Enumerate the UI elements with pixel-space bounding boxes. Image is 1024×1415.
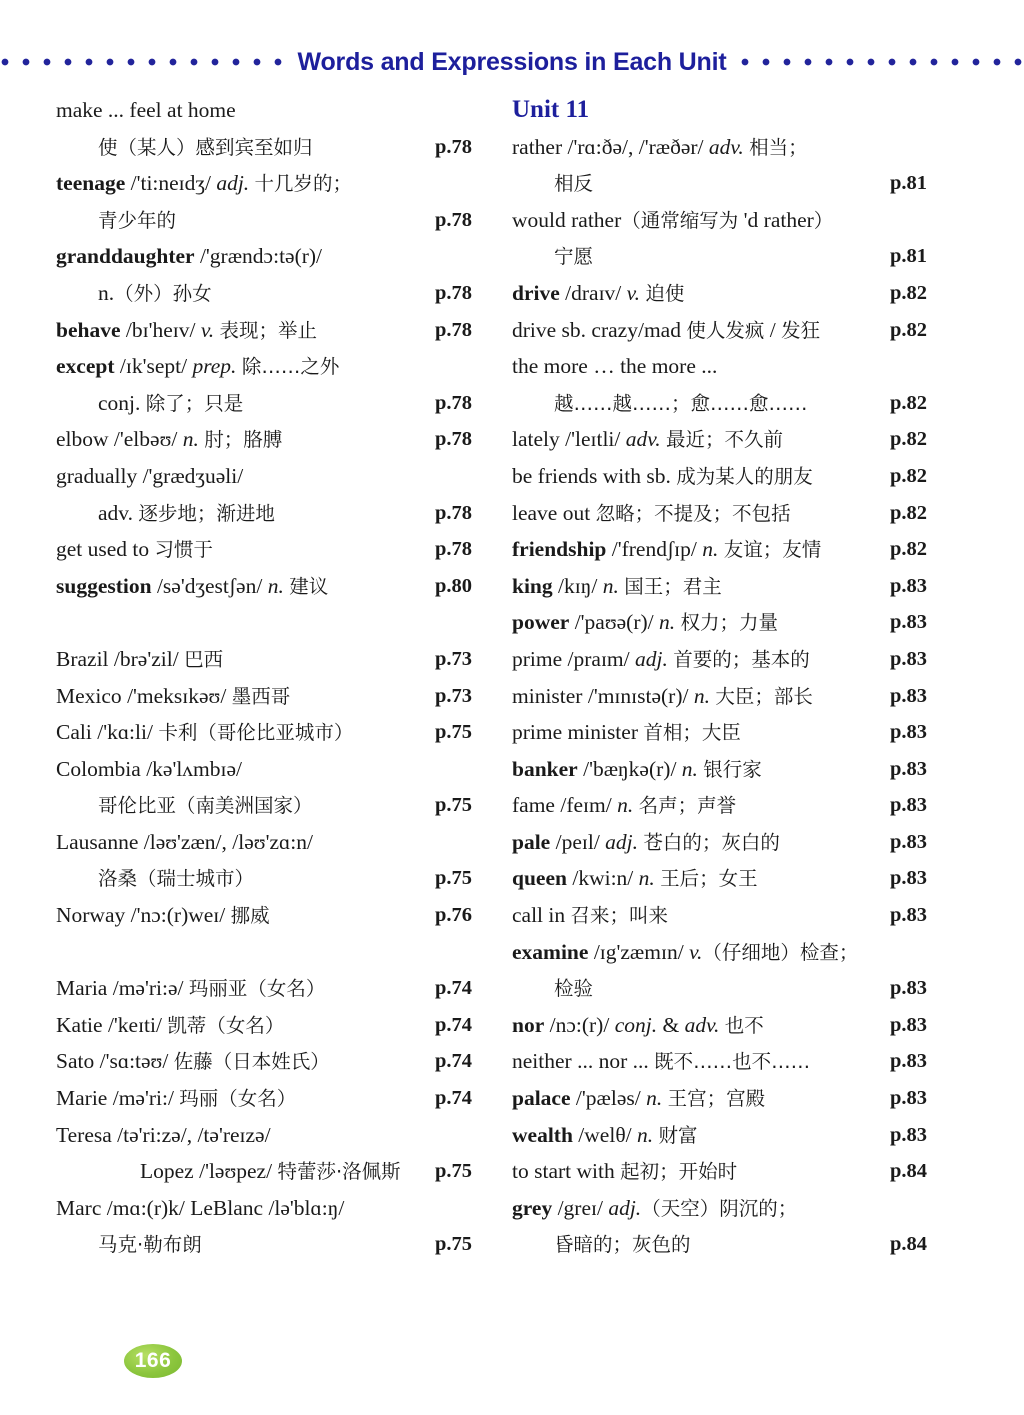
entry-page-ref: p.83 xyxy=(890,1050,928,1073)
entry-page-ref: p.83 xyxy=(890,684,928,707)
entry-text: rather /'rɑ:ðə/, /'ræðər/ adv. 相当； xyxy=(512,134,808,159)
entry-text: palace /'pæləs/ n. 王宫；宫殿 xyxy=(512,1086,766,1111)
word-entry xyxy=(512,1190,952,1227)
entry-page-ref: p.83 xyxy=(890,904,928,927)
entry-page-ref: p.83 xyxy=(890,611,928,634)
entry-text: get used to 习惯于 xyxy=(56,537,214,562)
entry-text: Colombia /kə'lʌmbɪə/ xyxy=(56,756,243,781)
page-header xyxy=(0,44,1024,80)
left-column xyxy=(56,92,486,1263)
entry-text: drive sb. crazy/mad 使人发疯 / 发狂 xyxy=(512,317,821,342)
entry-text: granddaughter /'grændɔ:tə(r)/ xyxy=(56,244,323,269)
word-entry xyxy=(512,1080,952,1117)
entry-text: would rather（通常缩写为 'd rather） xyxy=(512,207,834,232)
entry-text: conj. 除了；只是 xyxy=(98,390,244,415)
entry-page-ref: p.83 xyxy=(890,830,928,853)
entry-text: prime /praɪm/ adj. 首要的；基本的 xyxy=(512,646,810,671)
word-entry xyxy=(512,202,952,239)
entry-page-ref: p.83 xyxy=(890,647,928,670)
entry-page-ref: p.74 xyxy=(435,1013,473,1036)
entry-text: nor /nɔ:(r)/ conj. & adv. 也不 xyxy=(512,1012,764,1037)
word-entry xyxy=(512,970,952,1007)
word-entry xyxy=(512,238,952,275)
word-entry xyxy=(56,165,486,202)
entry-text: 使（某人）感到宾至如归 xyxy=(98,135,313,159)
entry-page-ref: p.76 xyxy=(435,904,473,927)
word-entry xyxy=(56,312,486,349)
entry-text: n.（外）孙女 xyxy=(98,280,212,305)
word-entry xyxy=(512,604,952,641)
entry-text: 洛桑（瑞士城市） xyxy=(98,867,255,891)
entry-page-ref: p.75 xyxy=(435,794,473,817)
dot-leader-icon-left xyxy=(0,57,284,67)
entry-text: lately /'leɪtli/ adv. 最近；不久前 xyxy=(512,427,783,452)
entry-text: the more … the more ... xyxy=(512,354,718,379)
entry-text: prime minister 首相；大臣 xyxy=(512,720,741,745)
entry-text: teenage /'ti:neɪdʒ/ adj. 十几岁的； xyxy=(56,171,353,196)
page-number-badge xyxy=(124,1344,182,1378)
word-entry xyxy=(56,1043,486,1080)
entry-text: 马克·勒布朗 xyxy=(98,1233,202,1257)
word-entry xyxy=(512,421,952,458)
word-entry xyxy=(512,641,952,678)
word-entry xyxy=(512,1007,952,1044)
word-entry xyxy=(56,1080,486,1117)
entry-text: Marie /mə'ri:/ 玛丽（女名） xyxy=(56,1086,297,1111)
entry-text: Lopez /'ləʊpez/ 特蕾莎·洛佩斯 xyxy=(140,1159,401,1184)
entry-text: fame /feɪm/ n. 名声；声誉 xyxy=(512,793,737,818)
word-entry xyxy=(56,238,486,275)
entry-page-ref: p.74 xyxy=(435,977,473,1000)
word-entry xyxy=(512,787,952,824)
entry-page-ref: p.83 xyxy=(890,1123,928,1146)
word-entry xyxy=(56,1190,486,1227)
spacer-line xyxy=(56,604,486,641)
entry-page-ref: p.82 xyxy=(890,538,928,561)
entry-text: friendship /'frendʃɪp/ n. 友谊；友情 xyxy=(512,537,822,562)
entry-text: minister /'mɪnɪstə(r)/ n. 大臣；部长 xyxy=(512,683,813,708)
entry-text: pale /peɪl/ adj. 苍白的；灰白的 xyxy=(512,829,780,854)
spacer-line xyxy=(56,934,486,971)
entry-text: be friends with sb. 成为某人的朋友 xyxy=(512,463,813,488)
word-entry xyxy=(512,495,952,532)
word-entry xyxy=(512,312,952,349)
entry-text: make ... feel at home xyxy=(56,98,236,122)
word-entry xyxy=(56,714,486,751)
entry-text: Brazil /brə'zil/ 巴西 xyxy=(56,646,224,671)
word-entry xyxy=(512,385,952,422)
entry-page-ref: p.83 xyxy=(890,1087,928,1110)
entry-text: except /ɪk'sept/ prep. 除……之外 xyxy=(56,354,340,379)
word-entry xyxy=(56,751,486,788)
entry-text: suggestion /sə'dʒestʃən/ n. 建议 xyxy=(56,573,329,598)
entry-text: king /kɪŋ/ n. 国王；君主 xyxy=(512,573,722,598)
entry-page-ref: p.82 xyxy=(890,391,928,414)
entry-text: Norway /'nɔ:(r)weɪ/ 挪威 xyxy=(56,903,270,928)
entry-page-ref: p.75 xyxy=(435,867,473,890)
entry-page-ref: p.83 xyxy=(890,977,928,1000)
entry-page-ref: p.78 xyxy=(435,208,473,231)
word-entry xyxy=(56,641,486,678)
word-entry xyxy=(512,1226,952,1263)
entry-text: behave /bɪ'heɪv/ v. 表现；举止 xyxy=(56,317,318,342)
entry-page-ref: p.83 xyxy=(890,721,928,744)
page-number-label: 166 xyxy=(134,1349,172,1372)
entry-text: examine /ɪg'zæmɪn/ v.（仔细地）检查； xyxy=(512,939,859,964)
word-entry xyxy=(56,787,486,824)
entry-page-ref: p.78 xyxy=(435,538,473,561)
entry-page-ref: p.78 xyxy=(435,501,473,524)
word-entry xyxy=(512,751,952,788)
entry-text: leave out 忽略；不提及；不包括 xyxy=(512,500,791,525)
entry-text: drive /draɪv/ v. 迫使 xyxy=(512,280,685,305)
word-entry xyxy=(56,458,486,495)
entry-text: 哥伦比亚（南美洲国家） xyxy=(98,794,313,818)
word-entry xyxy=(56,348,486,385)
entry-page-ref: p.82 xyxy=(890,281,928,304)
page-title: Words and Expressions in Each Unit xyxy=(297,47,727,76)
word-entry xyxy=(56,202,486,239)
word-entry xyxy=(512,860,952,897)
entry-text: adv. 逐步地；渐进地 xyxy=(98,500,275,525)
unit-heading: Unit 11 xyxy=(512,96,590,123)
entry-page-ref: p.78 xyxy=(435,318,473,341)
entry-page-ref: p.80 xyxy=(435,574,473,597)
entry-text: 检验 xyxy=(554,977,594,1001)
word-entry xyxy=(56,1153,486,1190)
word-entry xyxy=(56,970,486,1007)
entry-page-ref: p.75 xyxy=(435,721,473,744)
word-entry xyxy=(56,678,486,715)
entry-text: Marc /mɑ:(r)k/ LeBlanc /lə'blɑ:ŋ/ xyxy=(56,1195,345,1220)
word-entry xyxy=(56,860,486,897)
entry-text: Teresa /tə'ri:zə/, /tə'reɪzə/ xyxy=(56,1122,271,1147)
entry-text: 昏暗的；灰色的 xyxy=(554,1233,691,1257)
word-entry xyxy=(56,129,486,166)
word-entry xyxy=(56,1007,486,1044)
word-entry xyxy=(512,275,952,312)
entry-page-ref: p.74 xyxy=(435,1087,473,1110)
entry-page-ref: p.84 xyxy=(890,1160,928,1183)
entry-page-ref: p.81 xyxy=(890,245,928,268)
word-entry xyxy=(512,348,952,385)
word-entry xyxy=(56,421,486,458)
word-entry xyxy=(56,568,486,605)
entry-text: 越……越……；愈……愈…… xyxy=(554,391,808,415)
entry-text: Maria /mə'ri:ə/ 玛丽亚（女名） xyxy=(56,976,326,1001)
entry-text: power /'paʊə(r)/ n. 权力；力量 xyxy=(512,610,779,635)
entry-page-ref: p.78 xyxy=(435,135,473,158)
word-entry xyxy=(512,165,952,202)
entry-page-ref: p.78 xyxy=(435,428,473,451)
word-entry xyxy=(56,824,486,861)
entry-text: wealth /welθ/ n. 财富 xyxy=(512,1122,698,1147)
entry-page-ref: p.82 xyxy=(890,501,928,524)
entry-page-ref: p.83 xyxy=(890,794,928,817)
entry-page-ref: p.73 xyxy=(435,647,473,670)
word-entry xyxy=(512,1043,952,1080)
entry-page-ref: p.82 xyxy=(890,464,928,487)
entry-text: gradually /'grædʒuəli/ xyxy=(56,463,244,488)
word-entry xyxy=(56,1117,486,1154)
entry-page-ref: p.84 xyxy=(890,1233,928,1256)
word-entry xyxy=(512,1153,952,1190)
entry-page-ref: p.81 xyxy=(890,172,928,195)
entry-text: 宁愿 xyxy=(554,245,594,269)
entry-page-ref: p.78 xyxy=(435,391,473,414)
entry-page-ref: p.83 xyxy=(890,1013,928,1036)
entry-text: to start with 起初；开始时 xyxy=(512,1159,738,1184)
entry-text: queen /kwi:n/ n. 王后；女王 xyxy=(512,866,758,891)
entry-text: banker /'bæŋkə(r)/ n. 银行家 xyxy=(512,756,762,781)
word-entry xyxy=(512,824,952,861)
word-entry xyxy=(512,568,952,605)
entry-text: 相反 xyxy=(554,172,594,196)
entry-text: 青少年的 xyxy=(98,208,177,232)
dot-leader-icon-right xyxy=(740,57,1024,67)
word-entry xyxy=(56,495,486,532)
entry-page-ref: p.83 xyxy=(890,757,928,780)
entry-page-ref: p.74 xyxy=(435,1050,473,1073)
entry-text: neither ... nor ... 既不……也不…… xyxy=(512,1049,811,1074)
word-entry xyxy=(512,129,952,166)
entry-text: Sato /'sɑ:təʊ/ 佐藤（日本姓氏） xyxy=(56,1049,330,1074)
word-entry xyxy=(56,1226,486,1263)
word-entry xyxy=(512,458,952,495)
word-entry xyxy=(512,678,952,715)
word-entry xyxy=(56,531,486,568)
word-entry xyxy=(512,531,952,568)
entry-text: Mexico /'meksɪkəʊ/ 墨西哥 xyxy=(56,683,291,708)
word-entry xyxy=(56,897,486,934)
entry-page-ref: p.82 xyxy=(890,428,928,451)
right-column xyxy=(512,92,952,1263)
entry-text: elbow /'elbəʊ/ n. 肘；胳膊 xyxy=(56,427,283,452)
entry-text: call in 召来；叫来 xyxy=(512,903,669,928)
word-entry xyxy=(56,92,486,129)
entry-text: Cali /'kɑ:li/ 卡利（哥伦比亚城市） xyxy=(56,720,354,745)
entry-page-ref: p.75 xyxy=(435,1233,473,1256)
entry-page-ref: p.78 xyxy=(435,281,473,304)
entry-page-ref: p.75 xyxy=(435,1160,473,1183)
entry-page-ref: p.73 xyxy=(435,684,473,707)
word-entry xyxy=(512,1117,952,1154)
word-entry xyxy=(56,275,486,312)
entry-page-ref: p.82 xyxy=(890,318,928,341)
word-entry xyxy=(512,934,952,971)
entry-page-ref: p.83 xyxy=(890,574,928,597)
word-entry xyxy=(512,714,952,751)
word-entry xyxy=(512,897,952,934)
entry-text: grey /greɪ/ adj.（天空）阴沉的； xyxy=(512,1195,798,1220)
entry-page-ref: p.83 xyxy=(890,867,928,890)
entry-text: Katie /'keɪti/ 凯蒂（女名） xyxy=(56,1012,285,1037)
entry-text: Lausanne /ləʊ'zæn/, /ləʊ'zɑ:n/ xyxy=(56,829,313,854)
word-entry xyxy=(56,385,486,422)
